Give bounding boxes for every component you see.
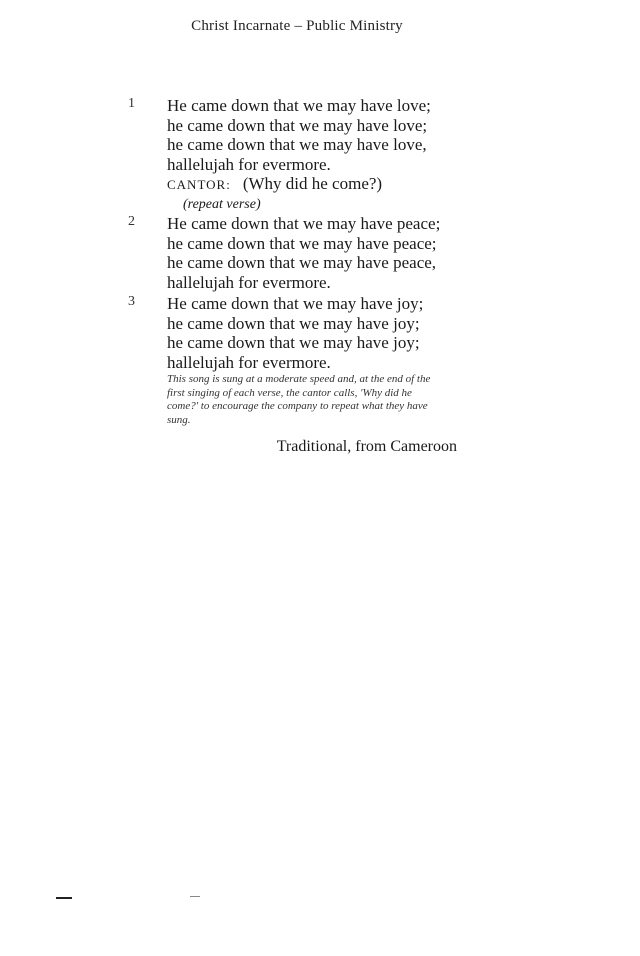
scan-mark bbox=[56, 897, 72, 899]
verse-line: he came down that we may have love; bbox=[167, 115, 428, 135]
cantor-line bbox=[167, 174, 431, 195]
verse-line: hallelujah for evermore. bbox=[167, 352, 331, 372]
verse-text bbox=[167, 214, 440, 292]
running-header: Christ Incarnate – Public Ministry bbox=[191, 18, 403, 34]
cantor-label: CANTOR: bbox=[167, 177, 231, 192]
attribution: Traditional, from Cameroon bbox=[276, 438, 457, 455]
verse-line: he came down that we may have joy; bbox=[167, 333, 420, 352]
verse-number: 3 bbox=[128, 294, 135, 309]
verse-line: he came down that we may have joy; bbox=[167, 313, 420, 333]
performance-note: This song is sung at a moderate speed and, at the end of the first singing of each verse, the cantor calls, 'Why did he come?' to encourage the company to repeat what they have sung. bbox=[167, 373, 431, 426]
cantor-call: (Why did he come?) bbox=[242, 174, 383, 193]
verse-line: He came down that we may have peace; bbox=[167, 214, 441, 233]
verse-line: he came down that we may have peace, bbox=[167, 253, 437, 272]
verse-line: hallelujah for evermore. bbox=[167, 272, 331, 292]
verse-line: he came down that we may have love, bbox=[167, 135, 427, 154]
scan-mark bbox=[190, 896, 200, 897]
repeat-note: (repeat verse) bbox=[183, 196, 261, 212]
verse-number: 1 bbox=[128, 96, 135, 111]
verse-line: hallelujah for evermore. bbox=[167, 154, 331, 174]
verse-line: He came down that we may have love; bbox=[167, 96, 431, 115]
verse-number: 2 bbox=[128, 214, 135, 229]
verse-text bbox=[167, 96, 431, 214]
verse-text bbox=[167, 294, 423, 372]
verse-line: he came down that we may have peace; bbox=[167, 233, 437, 253]
verse-line: He came down that we may have joy; bbox=[167, 294, 424, 313]
